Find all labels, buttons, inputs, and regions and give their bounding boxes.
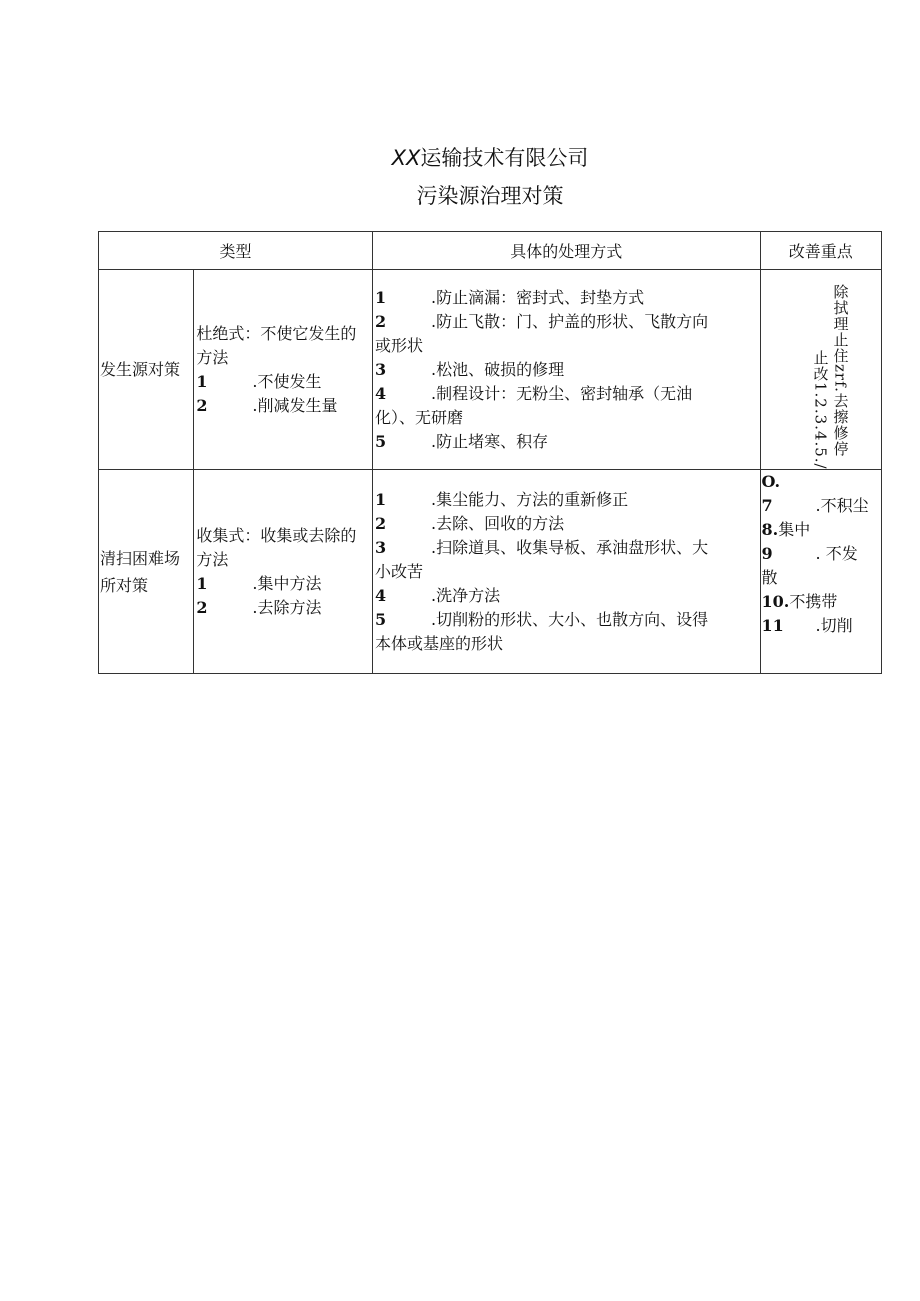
item-number: 4 (375, 585, 387, 605)
category-label: 清扫困难场 (100, 548, 181, 568)
item-text: . 不发 (815, 544, 858, 563)
list-item (196, 370, 372, 394)
list-item (375, 286, 755, 310)
subtype-title-line: 方法 (196, 347, 229, 367)
list-item (375, 358, 755, 382)
item-text: .扫除道具、收集导板、承油盘形状、大 (431, 537, 709, 557)
list-item (762, 518, 881, 542)
header-method: 具体的处理方式 (373, 232, 760, 270)
item-number: 2 (196, 395, 208, 415)
item-number: 3 (375, 537, 387, 557)
list-item (762, 590, 881, 614)
item-number: 1 (375, 489, 387, 509)
list-item (762, 494, 881, 518)
list-item (375, 488, 755, 512)
list-item (375, 430, 755, 454)
item-number: 10. (761, 592, 790, 611)
item-number: O. (761, 472, 781, 491)
focus-cell (760, 270, 881, 470)
document-subtitle: 污染源治理对策 (416, 184, 564, 208)
subtype-cell (194, 270, 373, 470)
table-header-row (99, 232, 882, 270)
item-text: .防止滴漏：密封式、封垫方式 (431, 287, 645, 307)
item-text-continued: 小改苦 (375, 561, 424, 581)
item-text-continued: 本体或基座的形状 (375, 633, 504, 653)
item-text: .防止堵寒、积存 (431, 431, 549, 451)
subtype-cell (194, 470, 373, 674)
item-text: .不使发生 (252, 371, 322, 391)
item-number: 5 (375, 431, 387, 451)
item-text-continued: 或形状 (375, 335, 424, 355)
list-item (375, 382, 755, 430)
item-text: .切削 (815, 616, 853, 635)
list-item (375, 512, 755, 536)
item-text: .去除方法 (252, 597, 322, 617)
item-text: .去除、回收的方法 (431, 513, 565, 533)
item-number: 2 (196, 597, 208, 617)
subtype-title (196, 524, 372, 572)
subtype-title (196, 322, 372, 370)
category-cell (99, 270, 194, 470)
subtype-title-line: 方法 (196, 549, 229, 569)
list-item (375, 310, 755, 358)
item-text: .削减发生量 (252, 395, 338, 415)
list-item (196, 394, 372, 418)
company-title (0, 142, 920, 172)
item-text: 不携带 (789, 592, 838, 611)
item-number: 5 (375, 609, 387, 629)
company-name: 运输技术有限公司 (420, 146, 589, 170)
list-item (196, 596, 372, 620)
countermeasure-table (98, 231, 882, 674)
focus-vertical-text (761, 270, 881, 469)
item-text: .洗净方法 (431, 585, 501, 605)
table-row (99, 270, 882, 470)
list-item (762, 470, 881, 494)
item-text-continued: 化）、无研磨 (375, 407, 464, 427)
method-cell (373, 270, 760, 470)
item-text: .集尘能力、方法的重新修正 (431, 489, 629, 509)
list-item (762, 542, 881, 590)
focus-cell (760, 470, 881, 674)
item-number: 1 (375, 287, 387, 307)
list-item (762, 614, 881, 638)
item-number: 3 (375, 359, 387, 379)
company-prefix: XX (391, 146, 421, 170)
list-item (196, 572, 372, 596)
item-number: 9 (761, 544, 773, 563)
item-text-continued: 散 (761, 568, 778, 587)
list-item (375, 608, 755, 656)
item-number: 2 (375, 311, 387, 331)
item-number: 2 (375, 513, 387, 533)
header-type: 类型 (99, 232, 373, 270)
item-text: .防止飞散：门、护盖的形状、飞散方向 (431, 311, 709, 331)
item-text: .制程设计：无粉尘、密封轴承（无油 (431, 383, 693, 403)
list-item (375, 536, 755, 584)
table-row (99, 470, 882, 674)
method-cell (373, 470, 760, 674)
focus-vertical-line: 除拭理止住zrf.去擦修停 (831, 284, 850, 457)
item-text: .集中方法 (252, 573, 322, 593)
header-focus: 改善重点 (760, 232, 881, 270)
item-number: 1 (196, 371, 208, 391)
focus-vertical-line: 止改1.2.3.4.5./ (811, 350, 830, 470)
item-number: 7 (761, 496, 773, 515)
item-number: 11 (761, 616, 784, 635)
item-text: .切削粉的形状、大小、也散方向、设得 (431, 609, 709, 629)
subtype-title-line: 杜绝式：不使它发生的 (196, 323, 357, 343)
category-cell (99, 470, 194, 674)
item-text: .不积尘 (815, 496, 869, 515)
category-label: 所对策 (100, 575, 149, 595)
item-number: 8. (761, 520, 779, 539)
item-text: .松池、破损的修理 (431, 359, 565, 379)
item-number: 4 (375, 383, 387, 403)
list-item (375, 584, 755, 608)
item-text: 集中 (778, 520, 811, 539)
category-label: 发生源对策 (100, 360, 181, 379)
subtype-title-line: 收集式：收集或去除的 (196, 525, 357, 545)
item-number: 1 (196, 573, 208, 593)
